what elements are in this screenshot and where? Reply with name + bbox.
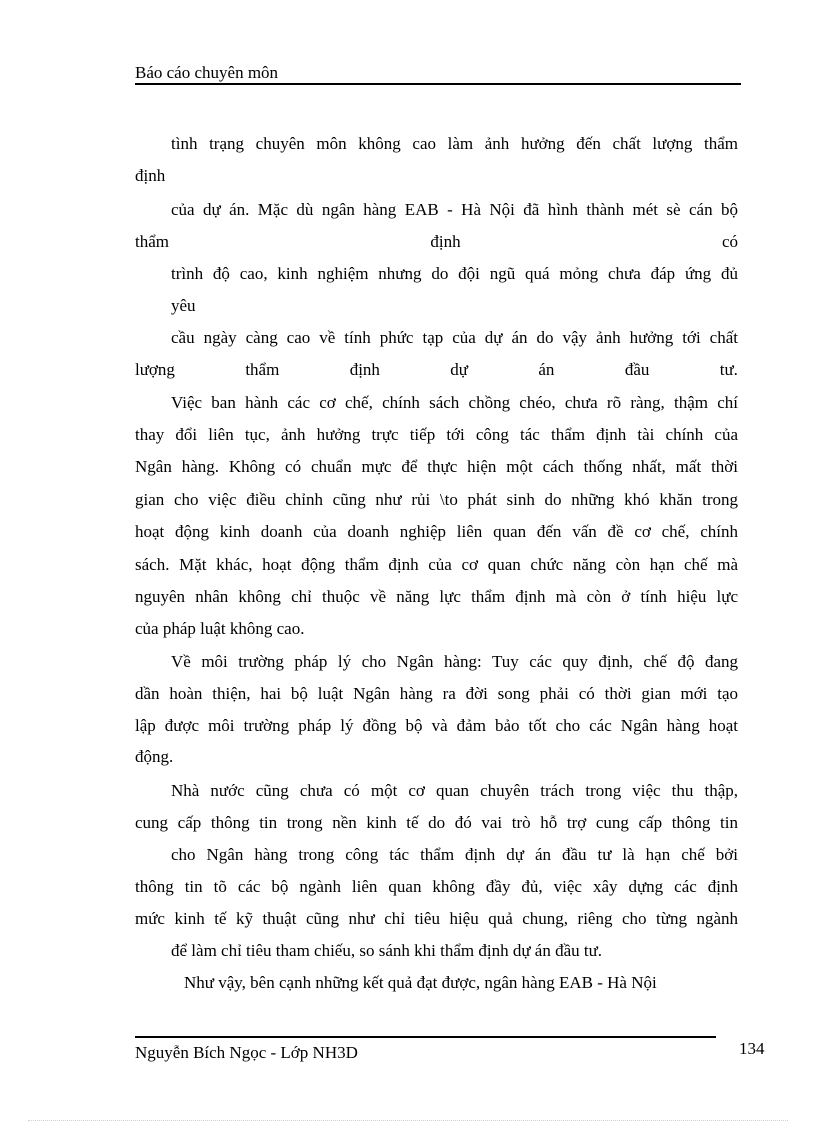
word: thẩm [245,360,280,379]
text-line: cho Ngân hàng trong công tác thẩm định dự án đầu tư là hạn chế bởi [171,845,738,864]
text-line: gian cho việc điều chỉnh cũng như rủi \to phát sinh do những khó khăn trong [135,490,738,509]
running-header-title: Báo cáo chuyên môn [135,63,279,82]
text-line: cung cấp thông tin trong nền kinh tế do đó vai trò hỗ trợ cung cấp thông tin [135,813,738,832]
text-line: tình trạng chuyên môn không cao làm ảnh hưởng đến chất lượng thẩm [171,134,738,153]
text-line: thông tin tõ các bộ ngành liên quan không đầy đủ, việc xây dựng các định [135,877,738,896]
word: đầu [624,360,650,379]
text-line: dần hoàn thiện, hai bộ luật Ngân hàng ra đời song phải có thời gian mới tạo [135,684,738,703]
text-line: của dự án. Mặc dù ngân hàng EAB - Hà Nội đã hình thành mét sè cán bộ [171,200,738,219]
header-rule [135,83,741,85]
word: có [721,232,738,251]
text-line: Ngân hàng. Không có chuẩn mực để thực hiện một cách thống nhất, mất thời [135,457,738,476]
word: định [349,360,380,379]
text-line: Nhà nước cũng chưa có một cơ quan chuyên trách trong việc thu thập, [171,781,738,800]
word: án [538,360,555,379]
text-line: trình độ cao, kinh nghiệm nhưng do đội ngũ quá mỏng chưa đáp ứng đủ [171,264,738,283]
text-line: Như vậy, bên cạnh những kết quả đạt được, ngân hàng EAB - Hà Nội [184,973,657,992]
text-line: thay đổi liên tục, ảnh hưởng trực tiếp tới công tác thẩm định tài chính của [135,425,738,444]
word: thẩm [135,232,169,251]
text-line-spread [135,230,738,254]
text-line: để làm chỉ tiêu tham chiếu, so sánh khi thẩm định dự án đầu tư. [171,941,603,960]
text-line: Việc ban hành các cơ chế, chính sách chồng chéo, chưa rõ ràng, thậm chí [171,393,738,412]
text-line: định [135,166,166,185]
text-line: yêu [171,296,196,315]
text-line: động. [135,747,174,766]
text-line: cầu ngày càng cao về tính phức tạp của dự án do vậy ảnh hưởng tới chất [171,328,738,347]
text-line: mức kinh tế kỹ thuật cũng như chỉ tiêu hiệu quả chung, riêng cho từng ngành [135,909,738,928]
page-number: 134 [739,1039,765,1058]
word: dự [450,360,469,379]
footer-rule [135,1036,716,1038]
word: tư. [719,360,738,379]
text-line: của pháp luật không cao. [135,619,305,638]
text-line: nguyên nhân không chỉ thuộc về năng lực thẩm định mà còn ở tính hiệu lực [135,587,738,606]
page-edge-divider [28,1120,788,1121]
footer-author: Nguyễn Bích Ngọc - Lớp NH3D [135,1043,358,1062]
word: định [430,232,461,251]
text-line: lập được môi trường pháp lý đồng bộ và đảm bảo tốt cho các Ngân hàng hoạt [135,716,738,735]
text-line: Về môi trường pháp lý cho Ngân hàng: Tuy các quy định, chế độ đang [171,652,738,671]
word: lượng [135,360,175,379]
text-line: sách. Mặt khác, hoạt động thẩm định của cơ quan chức năng còn hạn chế mà [135,555,738,574]
text-line-spread [135,358,738,382]
text-line: hoạt động kinh doanh của doanh nghiệp liên quan đến vấn đề cơ chế, chính [135,522,738,541]
